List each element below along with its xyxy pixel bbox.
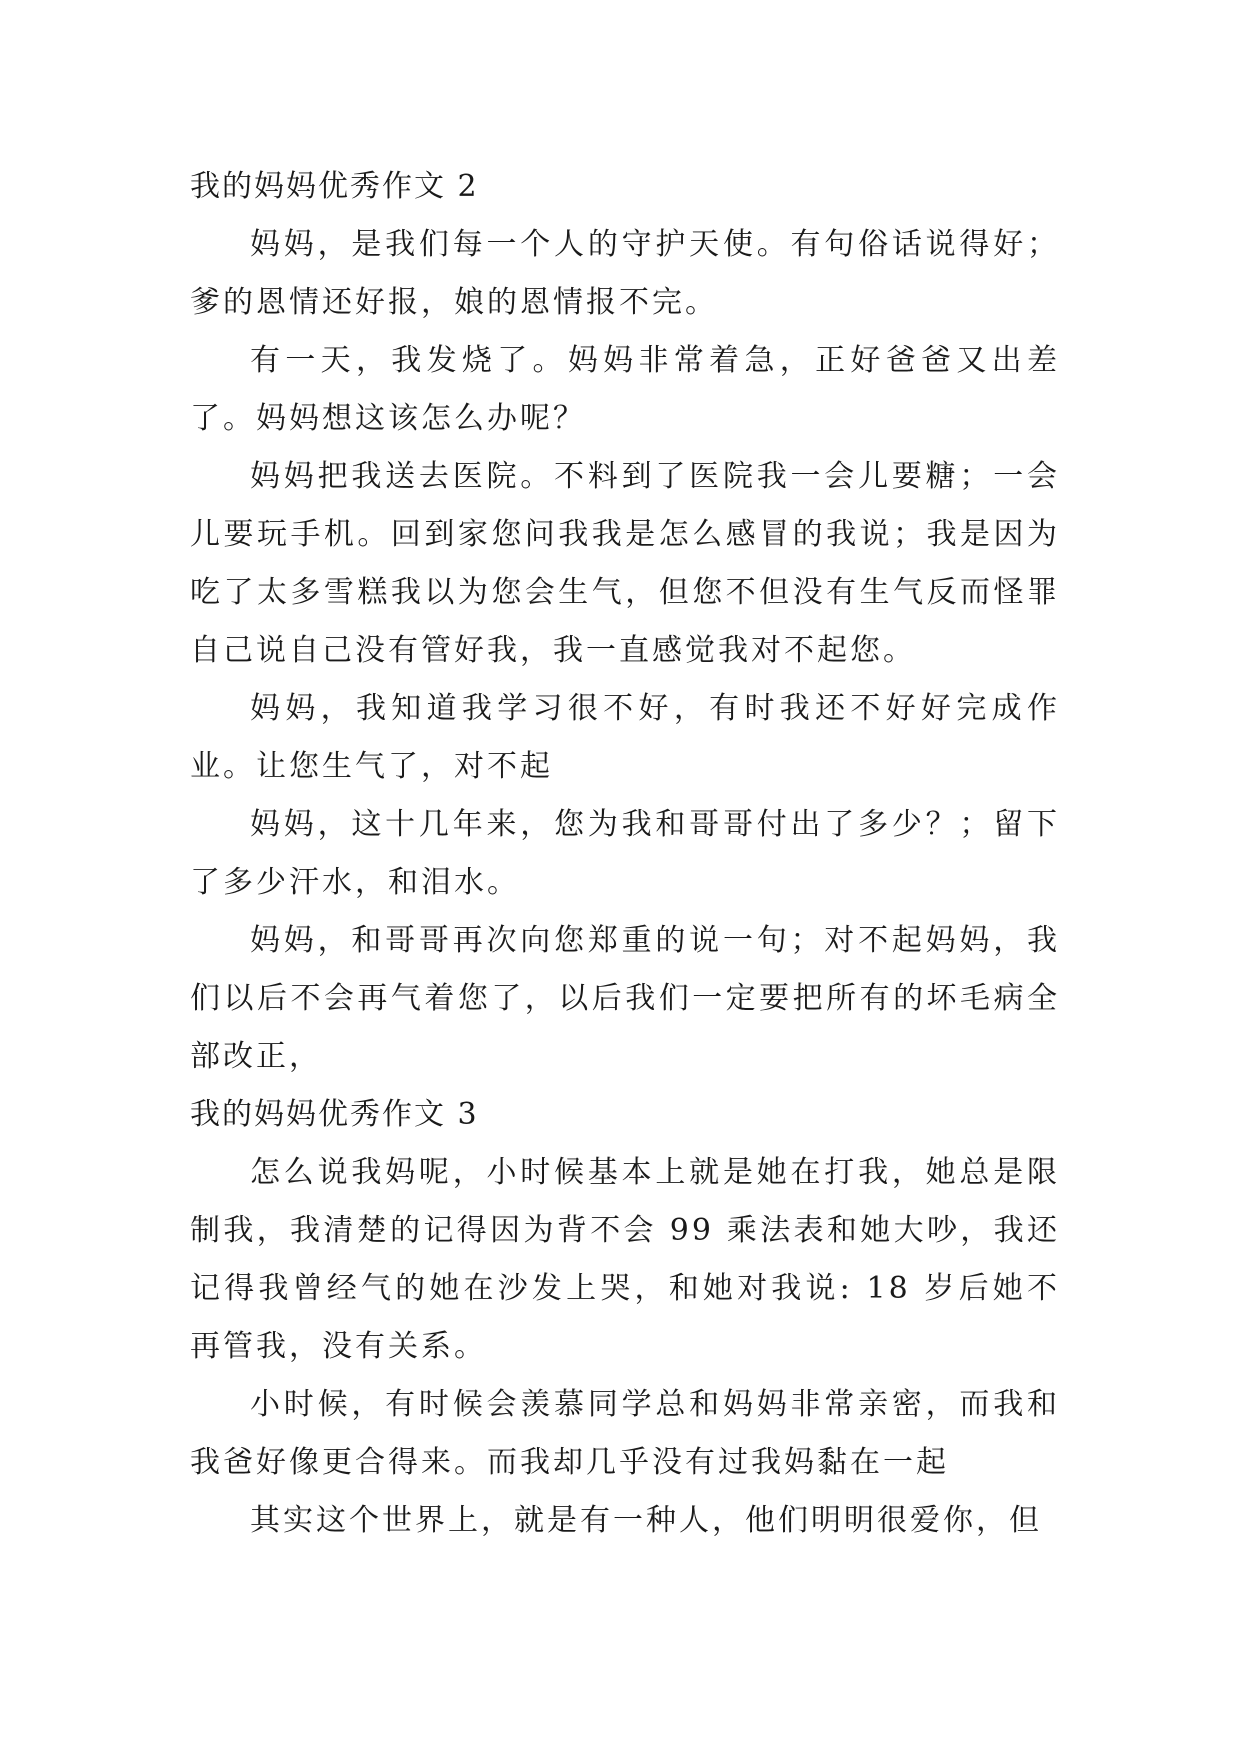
essay-section-2 (190, 158, 1060, 1086)
paragraph: 怎么说我妈呢，小时候基本上就是她在打我，她总是限制我，我清楚的记得因为背不会 99 乘法表和她大吵，我还记得我曾经气的她在沙发上哭，和她对我说: 18 岁后她不再管我，没有关系。 (190, 1155, 1060, 1364)
paragraph: 小时候，有时候会羡慕同学总和妈妈非常亲密，而我和我爸好像更合得来。而我却几乎没有过我妈黏在一起 (190, 1387, 1060, 1480)
essay-section-3 (190, 1086, 1060, 1550)
paragraph: 妈妈，是我们每一个人的守护天使。有句俗话说得好；爹的恩情还好报，娘的恩情报不完。 (190, 227, 1060, 320)
section-heading: 我的妈妈优秀作文 3 (190, 1097, 479, 1132)
paragraph: 其实这个世界上，就是有一种人，他们明明很爱你，但 (250, 1503, 1042, 1538)
paragraph: 妈妈，和哥哥再次向您郑重的说一句；对不起妈妈，我们以后不会再气着您了，以后我们一定要把所有的坏毛病全部改正， (190, 923, 1060, 1074)
paragraph: 妈妈，我知道我学习很不好，有时我还不好好完成作业。让您生气了，对不起 (190, 691, 1060, 784)
paragraph: 有一天，我发烧了。妈妈非常着急，正好爸爸又出差了。妈妈想这该怎么办呢？ (190, 343, 1060, 436)
section-heading: 我的妈妈优秀作文 2 (190, 169, 479, 204)
document-page (190, 158, 1060, 1550)
paragraph: 妈妈，这十几年来，您为我和哥哥付出了多少？；留下了多少汗水，和泪水。 (190, 807, 1060, 900)
paragraph: 妈妈把我送去医院。不料到了医院我一会儿要糖；一会儿要玩手机。回到家您问我我是怎么感冒的我说；我是因为吃了太多雪糕我以为您会生气，但您不但没有生气反而怪罪自己说自己没有管好我，我一直感觉我对不起您。 (190, 459, 1060, 668)
